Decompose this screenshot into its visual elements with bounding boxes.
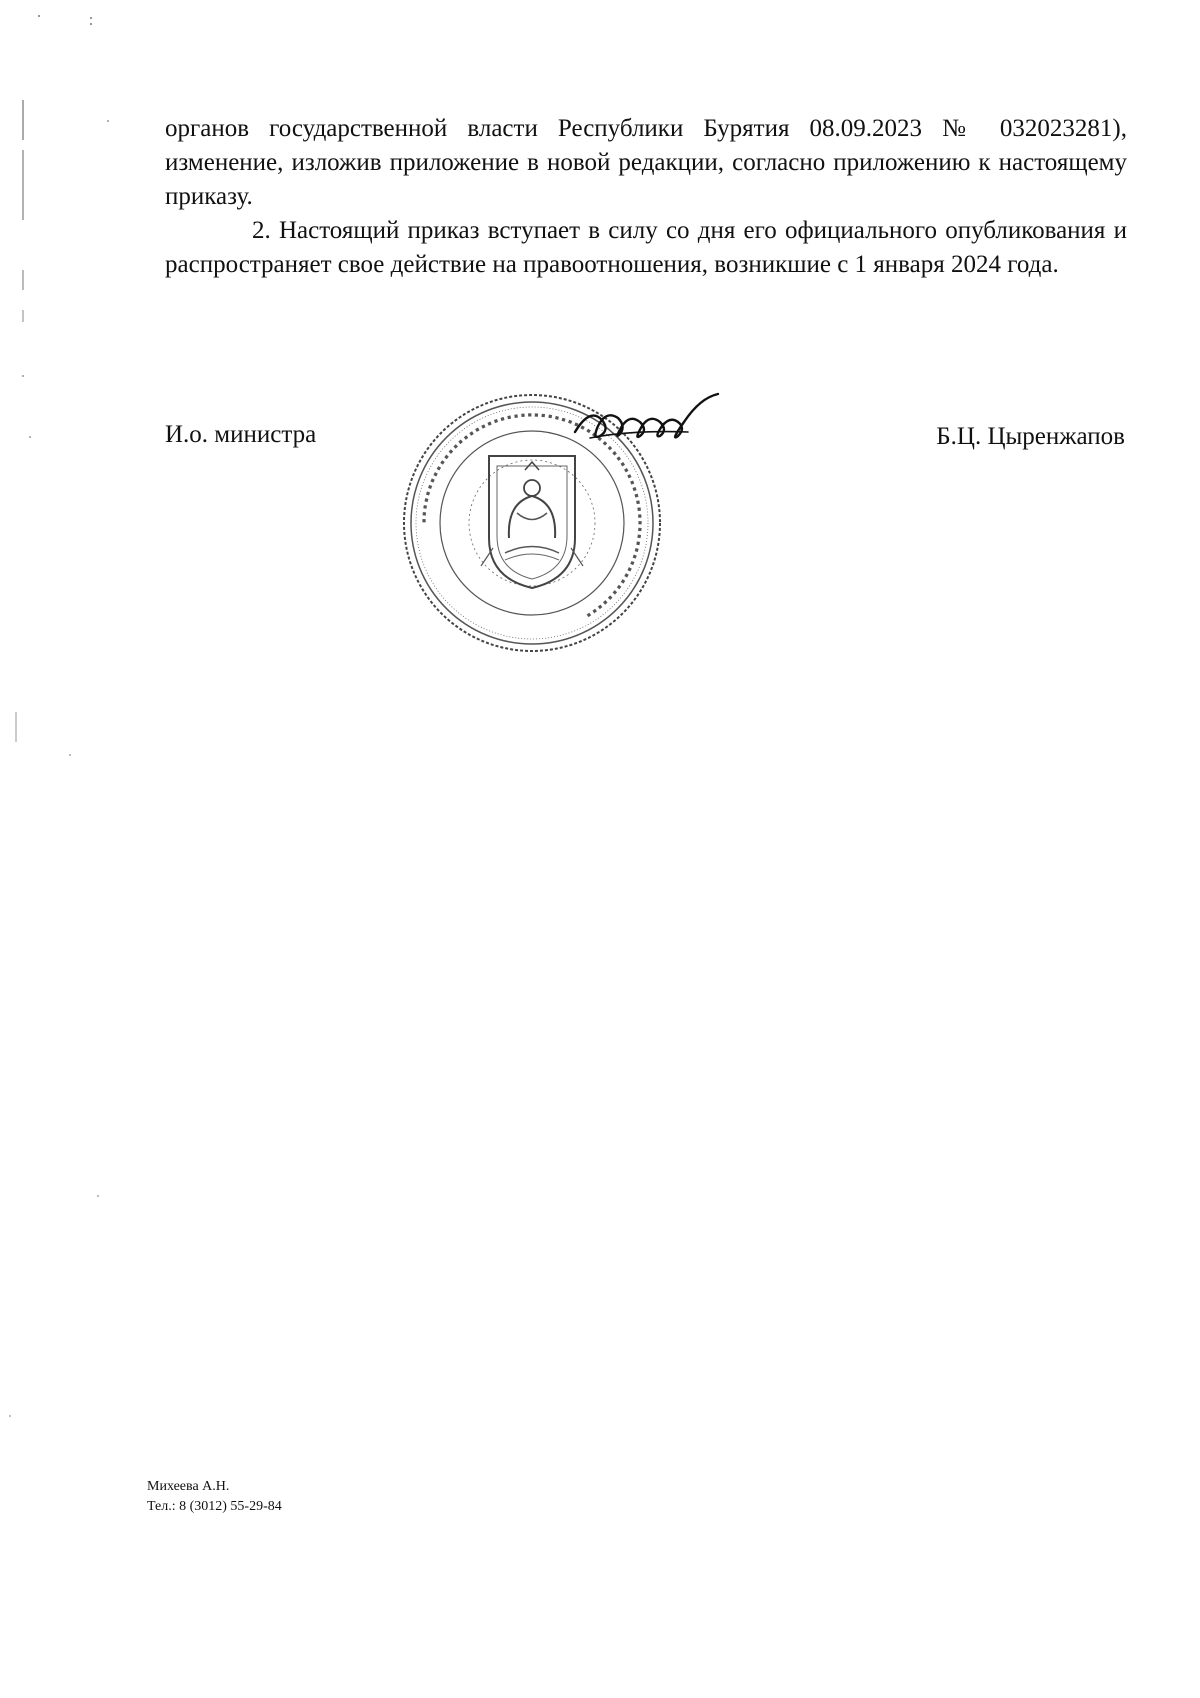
signatory-role: И.о. министра — [165, 421, 317, 448]
paragraph-continuation: органов государственной власти Республики Бурятия 08.09.2023 № 032023281), изменение, изложив приложение в новой редакции, согласно приложению к настоящему приказу. — [165, 115, 1127, 210]
handwritten-signature — [570, 392, 730, 452]
executor-phone: Тел.: 8 (3012) 55-29-84 — [147, 1499, 282, 1514]
executor-footer — [147, 1477, 282, 1517]
svg-text:▪▪▪▪▪▪▪▪▪▪▪▪▪▪▪▪▪▪▪▪▪▪▪▪▪▪▪▪▪▪: ▪▪▪▪▪▪▪▪▪▪▪▪▪▪▪▪▪▪▪▪▪▪▪▪▪▪▪▪▪▪▪▪▪▪▪▪▪▪▪▪▪▪▪▪▪▪▪▪▪▪▪▪▪▪▪▪▪▪▪▪▪▪▪▪▪▪ — [415, 406, 649, 624]
signatory-name: Б.Ц. Цыренжапов — [936, 423, 1125, 450]
executor-name: Михеева А.Н. — [147, 1479, 230, 1494]
paragraph-clause-2: 2. Настоящий приказ вступает в силу со дня его официального опубликования и распространяет свое действие на правоотношения, возникшие с 1 января 2024 года. — [165, 217, 1127, 278]
body-text — [165, 112, 1127, 282]
